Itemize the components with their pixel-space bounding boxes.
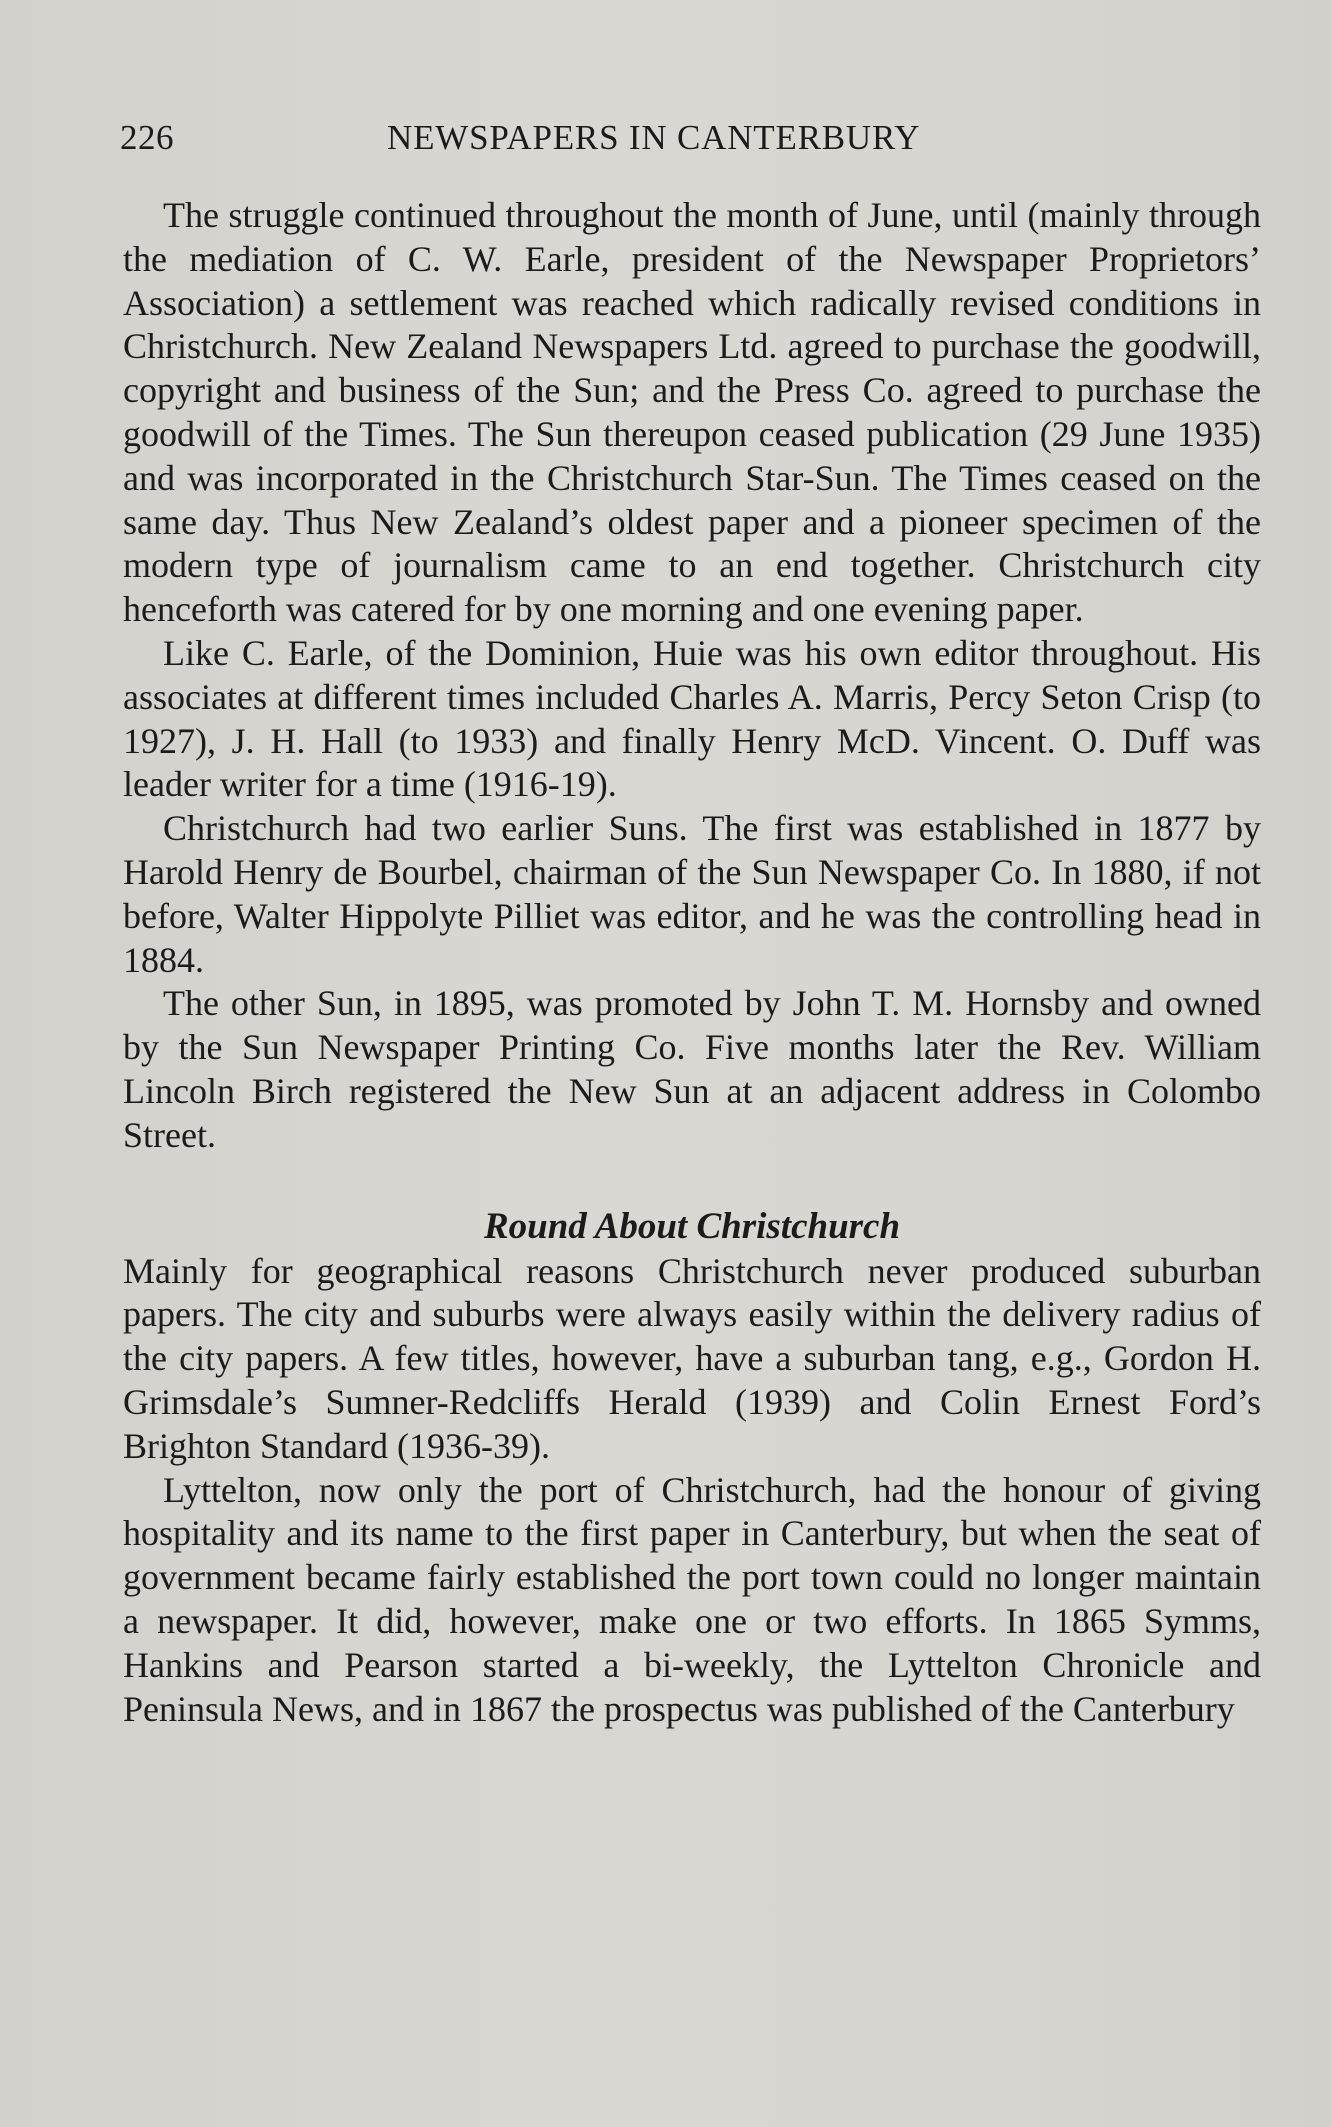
page-number: 226 [120, 118, 174, 157]
running-title: NEWSPAPERS IN CANTERBURY [387, 118, 921, 157]
paragraph-other-sun: The other Sun, in 1895, was promoted by John T. M. Hornsby and owned by the Sun Newspaper Printing Co. Five months later the Rev. William Lincoln Birch registered the New Sun at an adjacent address in Colombo Street. [123, 983, 1261, 1155]
paragraph-settlement: The struggle continued throughout the month of June, until (mainly through the mediation of C. W. Earle, president of the Newspaper Proprietors’ Association) a settlement was reached which radically revised conditions in Christchurch. New Zealand Newspapers Ltd. agreed to purchase the goodwill, copyright and business of the Sun; and the Press Co. agreed to purchase the goodwill of the Times. The Sun thereupon ceased publication (29 June 1935) and was incorporated in the Christchurch Star-Sun. The Times ceased on the same day. Thus New Zealand’s oldest paper and a pioneer specimen of the modern type of journalism came to an end together. Christchurch city henceforth was catered for by one morning and one evening paper. [123, 195, 1261, 630]
page-header [120, 118, 1270, 168]
paragraph-editors: Like C. Earle, of the Dominion, Huie was his own editor throughout. His associates at different times included Charles A. Marris, Percy Seton Crisp (to 1927), J. H. Hall (to 1933) and finally Henry McD. Vincent. O. Duff was leader writer for a time (1916-19). [123, 632, 1261, 805]
paragraph-suburban: Mainly for geographical reasons Christchurch never produced suburban papers. The city and suburbs were always easily within the delivery radius of the city papers. A few titles, however, have a suburban tang, e.g., Gordon H. Grimsdale’s Sumner-Redcliffs Herald (1939) and Colin Ernest Ford’s Brighton Standard (1936-39). [123, 1250, 1261, 1466]
paragraph-earlier-suns: Christchurch had two earlier Suns. The first was established in 1877 by Harold Henry de Bourbel, chairman of the Sun Newspaper Co. In 1880, if not before, Walter Hippolyte Pilliet was editor, and he was the controlling head in 1884. [123, 808, 1261, 980]
section-heading: Round About Christchurch [483, 1205, 901, 1247]
paragraph-lyttelton: Lyttelton, now only the port of Christchurch, had the honour of giving hospitality and its name to the first paper in Canterbury, but when the seat of government became fairly established the port town could no longer maintain a newspaper. It did, however, make one or two efforts. In 1865 Symms, Hankins and Pearson started a bi-weekly, the Lyttelton Chronicle and Peninsula News, and in 1867 the prospectus was published of the Canterbury [123, 1469, 1261, 1729]
body-text [123, 194, 1261, 1731]
